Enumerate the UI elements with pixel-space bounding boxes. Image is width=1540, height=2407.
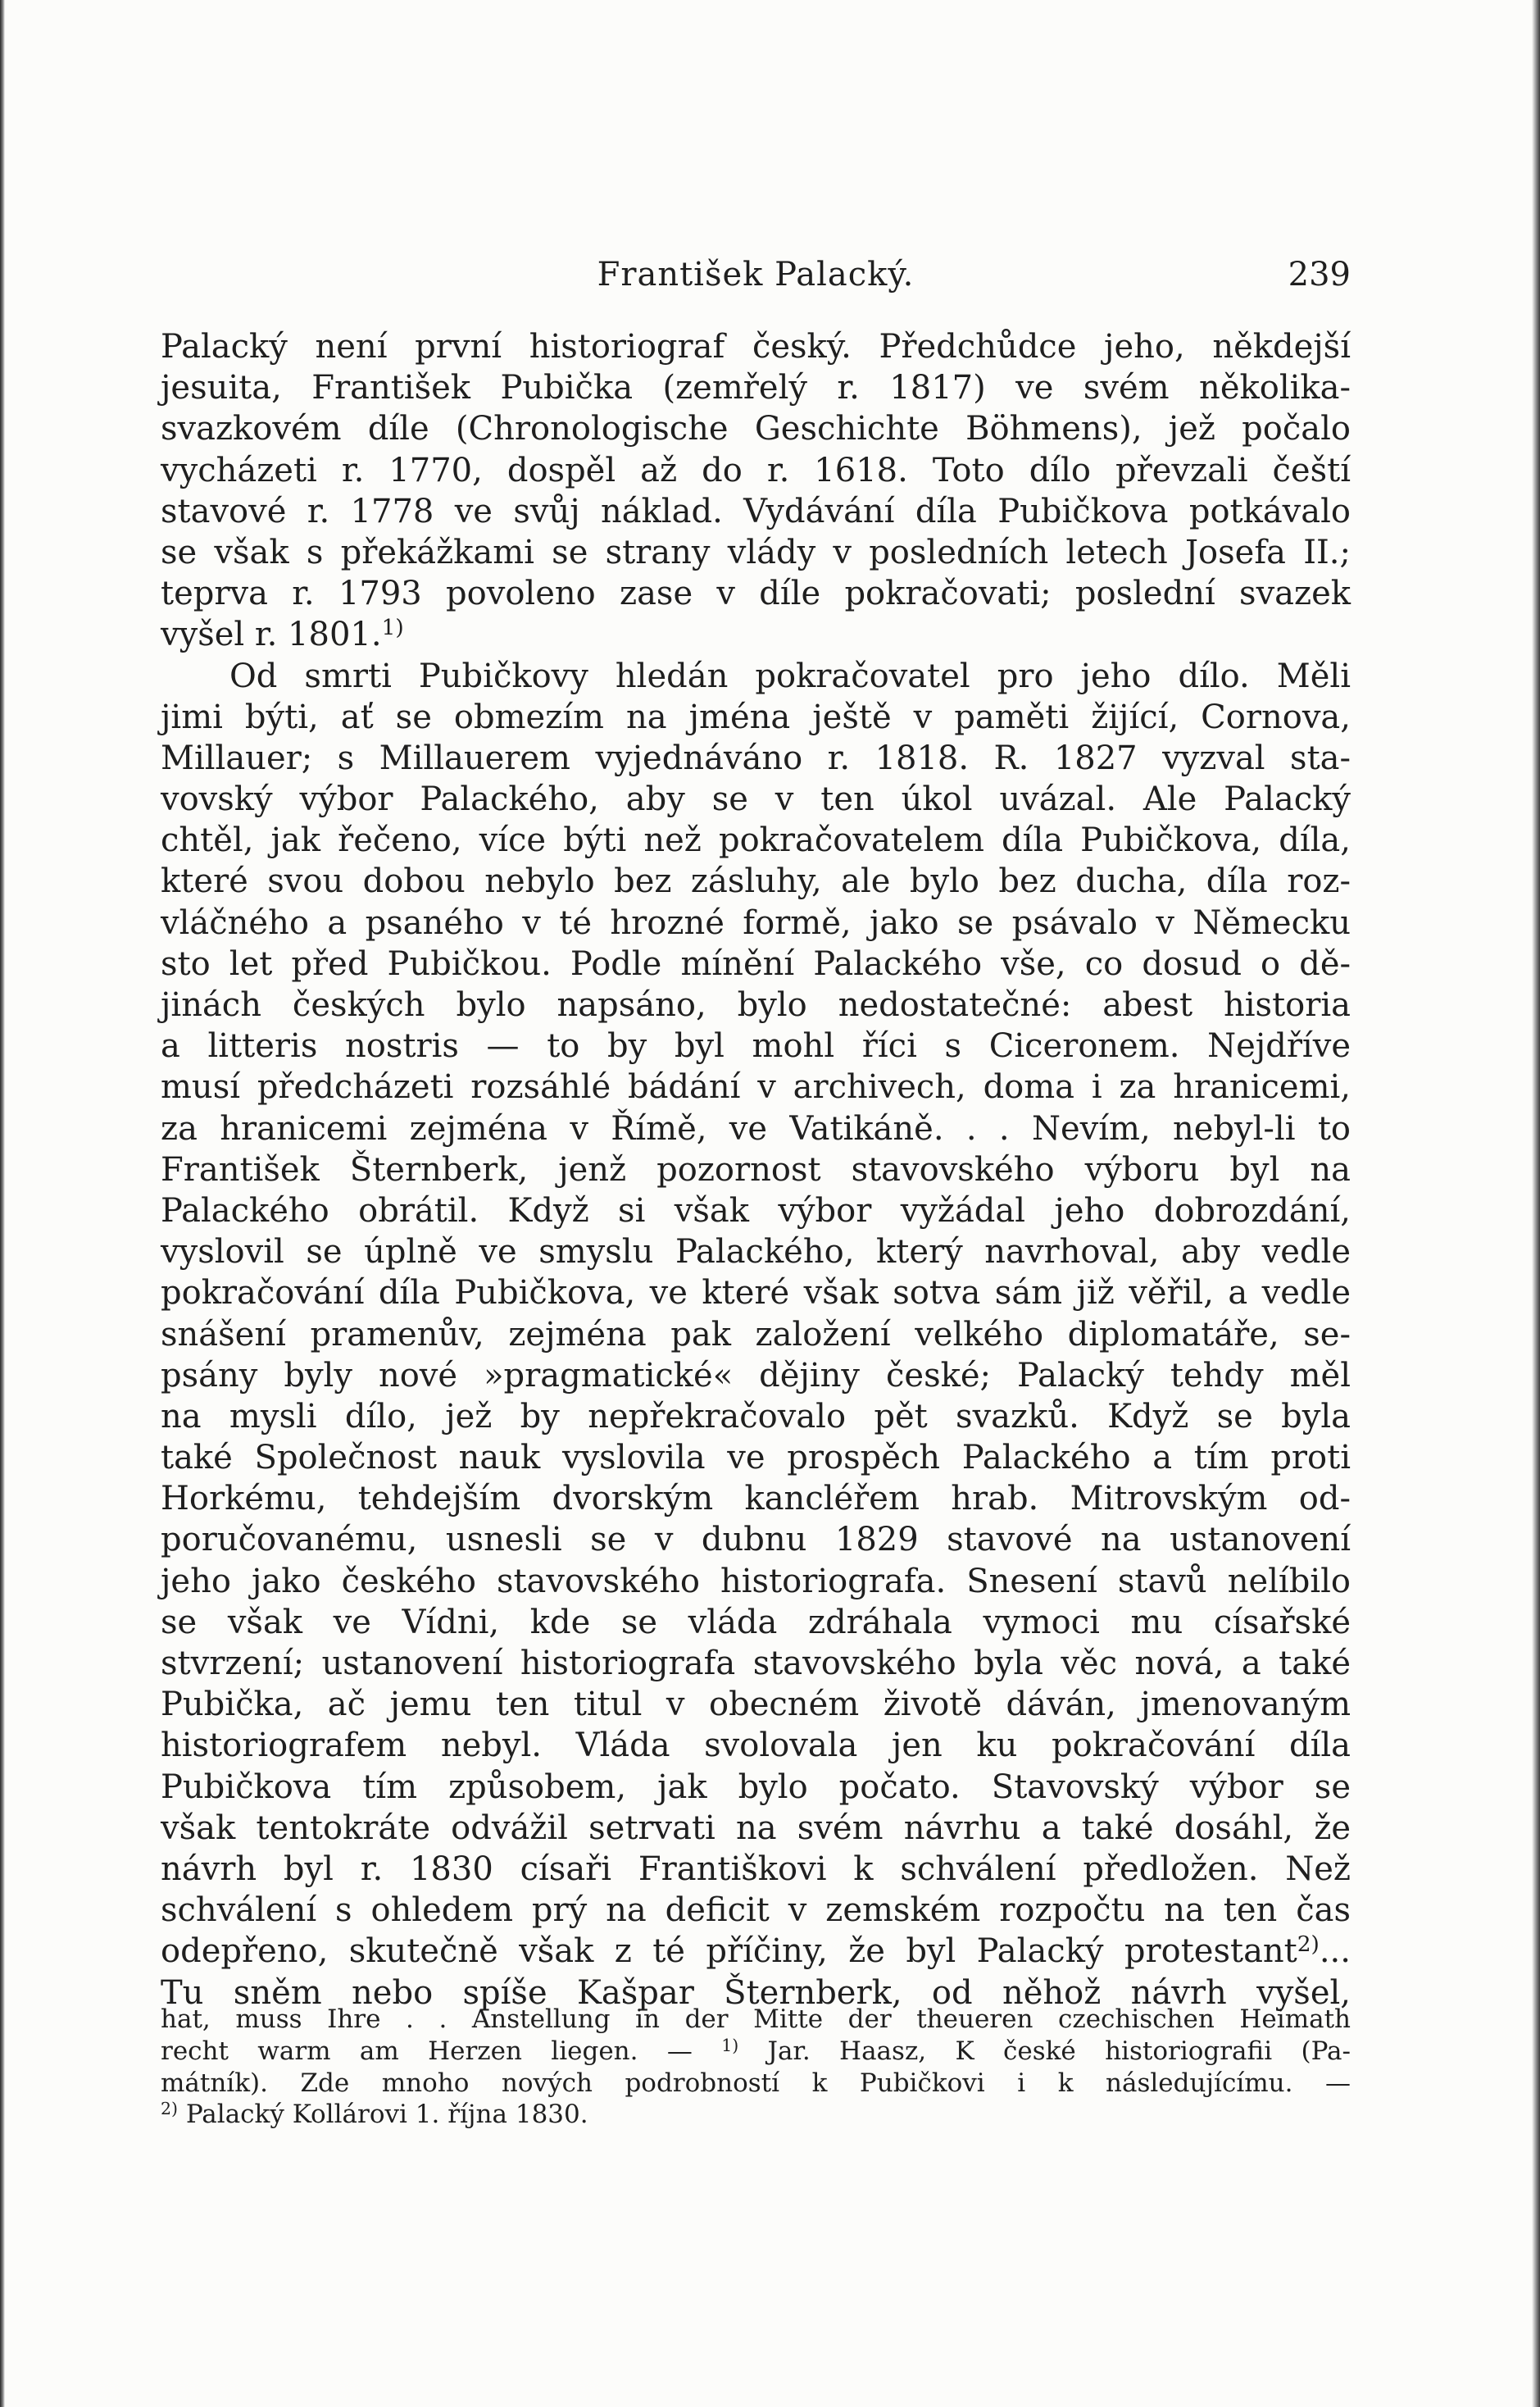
text-line: musí předcházeti rozsáhlé bádání v archivech, doma i za hranicemi, bbox=[161, 1068, 1351, 1107]
text-line: vycházeti r. 1770, dospěl až do r. 1618. Toto dílo převzali čeští bbox=[161, 451, 1351, 489]
text-line: Tu sněm nebo spíše Kašpar Šternberk, od něhož návrh vyšel, bbox=[161, 1973, 1351, 2012]
footnote-line: hat, muss Ihre . . Anstellung in der Mitte der theueren czechischen Heimath bbox=[161, 2004, 1351, 2034]
main-text bbox=[161, 326, 1351, 2013]
footnote-line bbox=[161, 2099, 1351, 2131]
text-line: jinách českých bylo napsáno, bylo nedostatečné: abest historia bbox=[161, 986, 1351, 1024]
text-line: Palackého obrátil. Když si však výbor vyžádal jeho dobrozdání, bbox=[161, 1191, 1351, 1230]
text-line: psány byly nové »pragmatické« dějiny české; Palacký tehdy měl bbox=[161, 1356, 1351, 1395]
text-line: vyslovil se úplně ve smyslu Palackého, který navrhoval, aby vedle bbox=[161, 1233, 1351, 1272]
text-line: za hranicemi zejména v Římě, ve Vatikáně. . . Nevím, nebyl-li to bbox=[161, 1109, 1351, 1148]
text-line: sto let před Pubičkou. Podle mínění Palackého vše, co dosud o dě- bbox=[161, 944, 1351, 983]
text-line: Pubička, ač jemu ten titul v obecném životě dáván, jmenovaným bbox=[161, 1686, 1351, 1724]
text-line: vovský výbor Palackého, aby se v ten úkol uvázal. Ale Palacký bbox=[161, 780, 1351, 819]
text-line: také Společnost nauk vyslovila ve prospěch Palackého a tím proti bbox=[161, 1439, 1351, 1477]
ellipsis: ... bbox=[1319, 1932, 1351, 1971]
text-line: Od smrti Pubičkovy hledán pokračovatel pro jeho dílo. Měli bbox=[229, 657, 1351, 695]
footnote-text: Jar. Haasz, K české historiografii (Pa- bbox=[738, 2036, 1351, 2066]
text-line: Horkému, tehdejším dvorským kancléřem hrab. Mitrovským od- bbox=[161, 1480, 1351, 1518]
footnote-ref-2: 2) bbox=[1297, 1932, 1320, 1958]
text-line bbox=[161, 1931, 1351, 1972]
footnote-ref-1: 1) bbox=[381, 615, 404, 641]
footnotes bbox=[161, 2004, 1351, 2131]
text-span: vyšel r. 1801. bbox=[161, 616, 382, 654]
footnote-line bbox=[161, 2036, 1351, 2068]
page-number: 239 bbox=[1288, 256, 1351, 293]
text-line: jeho jako českého stavovského historiografa. Snesení stavů nelíbilo bbox=[161, 1562, 1351, 1600]
text-line: vláčného a psaného v té hrozné formě, jako se psávalo v Německu bbox=[161, 903, 1351, 942]
text-line: historiografem nebyl. Vláda svolovala jen ku pokračování díla bbox=[161, 1727, 1351, 1765]
scan-edge-right bbox=[1532, 0, 1540, 2407]
text-line: pokračování díla Pubičkova, ve které však sotva sám již věřil, a vedle bbox=[161, 1274, 1351, 1313]
scan-edge-left bbox=[0, 0, 5, 2407]
text-line: jimi býti, ať se obmezím na jména ještě v paměti žijící, Cornova, bbox=[161, 698, 1351, 736]
running-head: František Palacký. bbox=[597, 256, 915, 293]
text-line: stvrzení; ustanovení historiografa stavovského byla věc nová, a také bbox=[161, 1645, 1351, 1682]
text-line: jesuita, František Pubička (zemřelý r. 1817) ve svém několika- bbox=[161, 369, 1351, 407]
text-line: teprva r. 1793 povoleno zase v díle pokračovati; poslední svazek bbox=[161, 575, 1351, 613]
text-line: Palacký není první historiograf český. Předchůdce jeho, někdejší bbox=[161, 328, 1351, 366]
text-line: však tentokráte odvážil setrvati na svém návrhu a také dosáhl, že bbox=[161, 1809, 1351, 1847]
text-line: Millauer; s Millauerem vyjednáváno r. 1818. R. 1827 vyzval sta- bbox=[161, 739, 1351, 777]
text-line: se však ve Vídni, kde se vláda zdráhala vymoci mu císařské bbox=[161, 1603, 1351, 1641]
footnote-line: mátník). Zde mnoho nových podrobností k Pubičkovi i k následujícímu. — bbox=[161, 2068, 1351, 2098]
text-span: odepřeno, skutečně však z té příčiny, že byl Palacký protestant bbox=[161, 1932, 1297, 1971]
text-line: návrh byl r. 1830 císaři Františkovi k schválení předložen. Než bbox=[161, 1850, 1351, 1888]
text-line: se však s překážkami se strany vlády v posledních letech Josefa II.; bbox=[161, 533, 1351, 571]
text-line: a litteris nostris — to by byl mohl říci s Ciceronem. Nejdříve bbox=[161, 1027, 1351, 1066]
text-line: snášení pramenův, zejména pak založení velkého diplomatáře, se- bbox=[161, 1315, 1351, 1354]
text-line: svazkovém díle (Chronologische Geschichte Böhmens), jež počalo bbox=[161, 410, 1351, 448]
text-line bbox=[161, 614, 1351, 655]
footnote-mark-1: 1) bbox=[721, 2035, 739, 2055]
text-line: na mysli dílo, jež by nepřekračovalo pět svazků. Když se byla bbox=[161, 1397, 1351, 1436]
footnote-text: Palacký Kollárovi 1. října 1830. bbox=[177, 2100, 588, 2130]
footnote-mark-2: 2) bbox=[161, 2099, 178, 2119]
text-line: František Šternberk, jenž pozornost stavovského výboru byl na bbox=[161, 1150, 1351, 1189]
text-line: schválení s ohledem prý na deficit v zemském rozpočtu na ten čas bbox=[161, 1891, 1351, 1930]
text-line: chtěl, jak řečeno, více býti než pokračovatelem díla Pubičkova, díla, bbox=[161, 821, 1351, 860]
text-line: které svou dobou nebylo bez zásluhy, ale bylo bez ducha, díla roz- bbox=[161, 862, 1351, 901]
text-line: stavové r. 1778 ve svůj náklad. Vydávání díla Pubičkova potkávalo bbox=[161, 492, 1351, 530]
page-header bbox=[161, 254, 1351, 295]
footnote-text: recht warm am Herzen liegen. — bbox=[161, 2036, 693, 2066]
text-line: poručovanému, usnesli se v dubnu 1829 stavové na ustanovení bbox=[161, 1521, 1351, 1559]
text-line: Pubičkova tím způsobem, jak bylo počato. Stavovský výbor se bbox=[161, 1768, 1351, 1806]
